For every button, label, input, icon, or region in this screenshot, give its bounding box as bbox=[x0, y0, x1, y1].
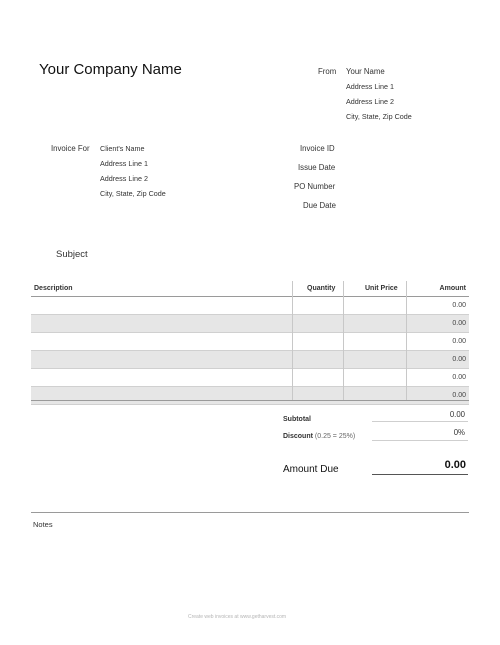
subject-label: Subject bbox=[56, 249, 88, 260]
amount-due-label: Amount Due bbox=[283, 464, 339, 475]
row-amount: 0.00 bbox=[452, 392, 466, 399]
table-row bbox=[31, 315, 469, 333]
column-divider bbox=[292, 281, 293, 401]
row-amount: 0.00 bbox=[452, 374, 466, 381]
discount-rule bbox=[372, 440, 468, 441]
table-row bbox=[31, 333, 469, 351]
due-date-label: Due Date bbox=[303, 201, 336, 210]
amount-due-rule bbox=[372, 474, 468, 475]
header-quantity: Quantity bbox=[307, 285, 336, 292]
footer-credit: Create web invoices at www.getharvest.com bbox=[188, 614, 287, 620]
row-amount: 0.00 bbox=[452, 302, 466, 309]
invoice-for-label: Invoice For bbox=[51, 144, 90, 153]
client-city-state-zip: City, State, Zip Code bbox=[100, 189, 166, 198]
from-label: From bbox=[318, 67, 337, 76]
po-number-label: PO Number bbox=[294, 182, 336, 191]
table-row bbox=[31, 351, 469, 369]
header-description: Description bbox=[34, 285, 73, 292]
row-amount: 0.00 bbox=[452, 320, 466, 327]
row-amount: 0.00 bbox=[452, 338, 466, 345]
client-name: Client's Name bbox=[100, 144, 145, 153]
discount-value: 0% bbox=[453, 428, 465, 437]
header-amount: Amount bbox=[439, 285, 466, 292]
header-unit-price: Unit Price bbox=[365, 285, 398, 292]
amount-due-value: 0.00 bbox=[444, 459, 466, 471]
invoice-id-label: Invoice ID bbox=[300, 144, 335, 153]
client-address-line-1: Address Line 1 bbox=[100, 159, 148, 168]
subtotal-rule bbox=[372, 421, 468, 422]
discount-label: Discount bbox=[283, 433, 313, 440]
from-city-state-zip: City, State, Zip Code bbox=[346, 112, 412, 121]
from-name: Your Name bbox=[346, 67, 385, 76]
subtotal-value: 0.00 bbox=[449, 410, 465, 419]
issue-date-label: Issue Date bbox=[298, 163, 336, 172]
subtotal-label: Subtotal bbox=[283, 416, 311, 423]
company-name: Your Company Name bbox=[39, 61, 182, 78]
column-divider bbox=[406, 281, 407, 401]
notes-label: Notes bbox=[33, 520, 53, 529]
discount-note: (0.25 = 25%) bbox=[314, 433, 356, 440]
from-address-line-1: Address Line 1 bbox=[346, 82, 394, 91]
row-amount: 0.00 bbox=[452, 356, 466, 363]
from-address-line-2: Address Line 2 bbox=[346, 97, 394, 106]
discount-line bbox=[283, 433, 355, 440]
table-bottom-rule bbox=[31, 400, 469, 401]
notes-divider bbox=[31, 512, 469, 513]
client-address-line-2: Address Line 2 bbox=[100, 174, 148, 183]
line-items-table bbox=[31, 281, 469, 405]
table-header bbox=[31, 281, 469, 297]
table-row bbox=[31, 369, 469, 387]
table-row bbox=[31, 387, 469, 405]
column-divider bbox=[343, 281, 344, 401]
table-row bbox=[31, 297, 469, 315]
